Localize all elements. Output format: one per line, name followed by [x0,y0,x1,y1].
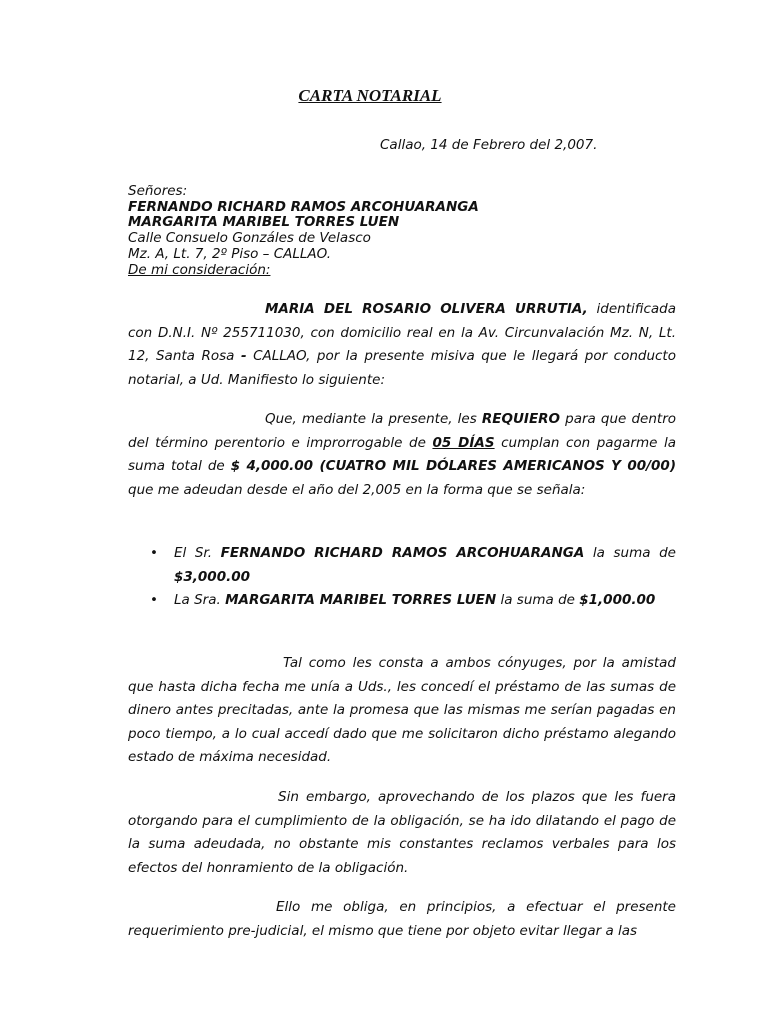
bullet-icon: • [150,592,158,609]
days-term: 05 DÍAS [432,434,495,451]
loan-text: Tal como les consta a ambos cónyuges, por la amistad que hasta dicha fecha me unía a Uds., les concedí el préstamo de las sumas de dinero antes precitadas, ante la promesa que las mismas me serían pagadas en poco tiempo, a lo cual accedí dado que me solicitaron dicho préstamo alegando estado de máxima necesidad. [128,655,676,766]
requirement-text-1: Que, mediante la presente, les [265,411,482,427]
salutation: Señores: [128,183,188,199]
paragraph-sender [128,298,676,392]
paragraph-obligation [128,896,676,943]
debtor-title: El Sr. [174,545,221,561]
sender-details-b: CALLAO, por la presente misiva que le llegará por conducto notarial, a Ud. Manifiesto lo siguiente: [128,348,676,388]
sender-dash: - [240,348,247,365]
letter-date: Callao, 14 de Febrero del 2,007. [380,137,598,153]
paragraph-loan [128,652,676,770]
recipient-lot: Mz. A, Lt. 7, 2º Piso – CALLAO. [128,245,332,262]
delay-text: Sin embargo, aprovechando de los plazos que les fuera otorgando para el cumplimiento de la obligación, se ha ido dilatando el pago de la suma adeudada, no obstante mis constantes reclamos verbales para los efectos del honramiento de la obligación. [128,789,676,876]
greeting: De mi consideración: [128,261,271,278]
debtor-amount: $3,000.00 [174,568,251,585]
debtor-title: La Sra. [174,592,226,609]
recipient-block [128,184,688,278]
requirement-text-4: que me adeudan desde el año del 2,005 en la forma que se señala: [128,481,586,498]
sender-details-a: identificada con D.N.I. Nº 255711030, con domicilio real en la Av. Circunvalación Mz. N, Lt. 12, Santa Rosa [128,301,677,365]
document-title: CARTA NOTARIAL [298,86,442,105]
debtor-text: la suma de [584,545,676,561]
sender-name: MARIA DEL ROSARIO OLIVERA URRUTIA, [265,301,588,317]
debt-list [128,542,676,613]
debtor-amount: $1,000.00 [579,592,656,609]
debtor-text: la suma de [496,592,580,609]
obligation-text: Ello me obliga, en principios, a efectuar el presente requerimiento pre-judicial, el mismo que tiene por objeto evitar llegar a las [128,899,676,939]
recipient-street: Calle Consuelo Gonzáles de Velasco [128,230,371,247]
requirement-text-2: para que dentro del término perentorio e improrrogable de [128,411,677,451]
bullet-icon: • [150,545,158,561]
paragraph-delay [128,786,676,880]
requirement-text-3: cumplan con pagarme la suma total de [128,434,676,475]
recipient-name-2: MARGARITA MARIBEL TORRES LUEN [128,214,400,231]
total-amount: $ 4,000.00 (CUATRO MIL DÓLARES AMERICANOS Y 00/00) [230,458,676,475]
debtor-name: FERNANDO RICHARD RAMOS ARCOHUARANGA [220,545,585,561]
recipient-name-1: FERNANDO RICHARD RAMOS ARCOHUARANGA [128,198,479,215]
list-item [128,589,676,613]
requiero-word: REQUIERO [481,411,561,427]
debtor-name: MARGARITA MARIBEL TORRES LUEN [225,592,497,609]
paragraph-requirement [128,408,676,502]
list-item [128,542,676,589]
